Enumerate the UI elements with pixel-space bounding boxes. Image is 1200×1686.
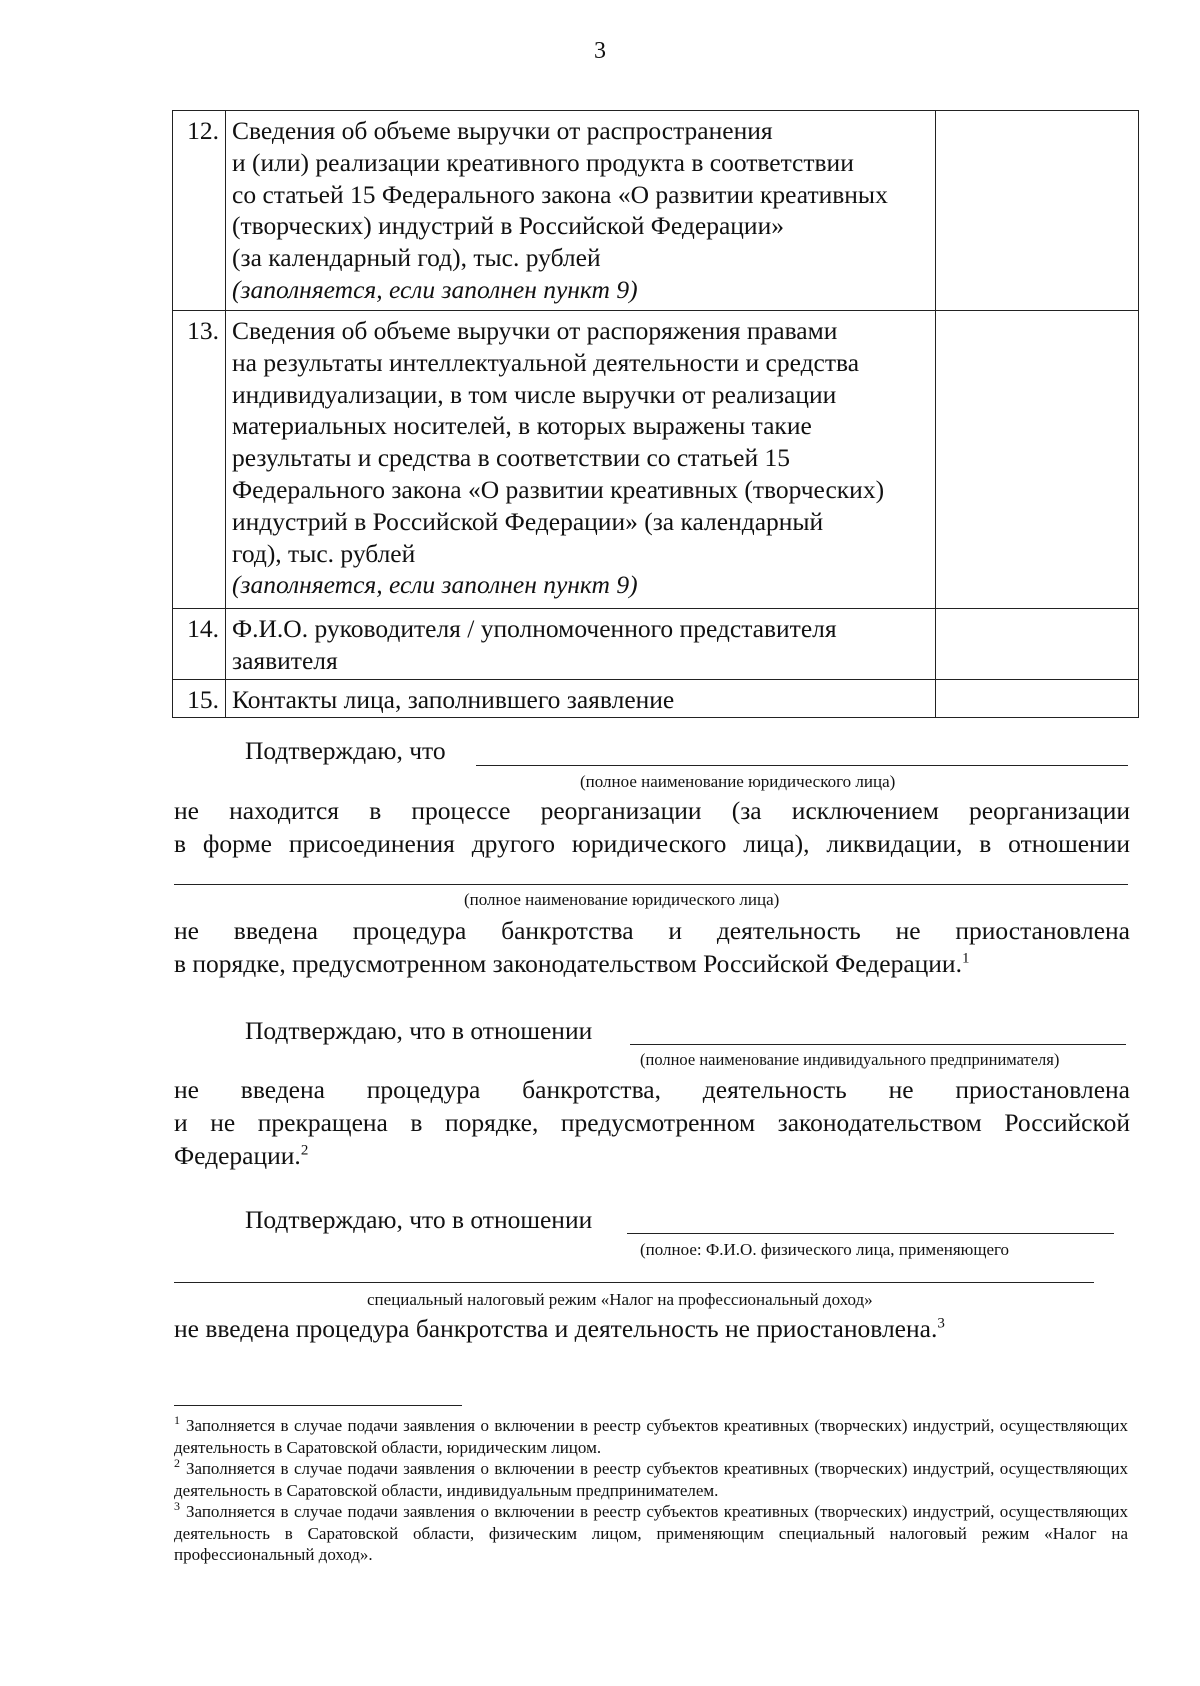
table-row xyxy=(173,111,1139,311)
entrepreneur-name-field[interactable] xyxy=(630,1044,1126,1045)
confirmation-3-lead: Подтверждаю, что в отношении xyxy=(245,1205,593,1234)
value-cell[interactable] xyxy=(936,111,1139,311)
footnote xyxy=(174,1458,1128,1501)
row-line: результаты и средства в соответствии со статьей 15 xyxy=(232,443,790,473)
individual-name-field[interactable] xyxy=(627,1233,1114,1234)
row-line: материальных носителей, в которых выражены такие xyxy=(232,411,812,441)
footnote xyxy=(174,1501,1128,1566)
confirmation-1-text xyxy=(174,948,1130,980)
legal-entity-name-field[interactable] xyxy=(174,884,1128,885)
row-line: год), тыс. рублей xyxy=(232,538,416,568)
application-table xyxy=(172,110,1139,718)
field-caption: (полное наименование юридического лица) xyxy=(464,890,780,909)
confirmation-1-lead: Подтверждаю, что xyxy=(245,736,446,765)
value-cell[interactable] xyxy=(936,679,1139,718)
confirmation-1-text: не введена процедура банкротства и деятельность не приостановлена xyxy=(174,916,1130,945)
row-line: (творческих) индустрий в Российской Федерации» xyxy=(232,211,784,241)
field-caption: (полное наименование индивидуального предпринимателя) xyxy=(640,1050,1060,1069)
row-note: (заполняется, если заполнен пункт 9) xyxy=(232,274,638,304)
row-note: (заполняется, если заполнен пункт 9) xyxy=(232,570,638,600)
row-line: индивидуализации, в том числе выручки от реализации xyxy=(232,379,837,409)
row-line: и (или) реализации креативного продукта в соответствии xyxy=(232,147,854,177)
row-line: со статьей 15 Федерального закона «О развитии креативных xyxy=(232,179,888,209)
footnote-ref: 3 xyxy=(937,1315,945,1332)
footnote-number: 1 xyxy=(174,1413,180,1428)
footnote-separator xyxy=(174,1405,462,1406)
value-cell[interactable] xyxy=(936,311,1139,609)
confirmation-2-lead: Подтверждаю, что в отношении xyxy=(245,1016,593,1045)
legal-entity-name-field[interactable] xyxy=(476,765,1128,766)
table-row xyxy=(173,609,1139,680)
confirmation-3-text xyxy=(174,1313,1130,1345)
row-line: Сведения об объеме выручки от распространения xyxy=(232,116,773,145)
footnote-number: 3 xyxy=(174,1499,180,1514)
row-number: 12. xyxy=(173,111,226,311)
row-number: 13. xyxy=(173,311,226,609)
table-row xyxy=(173,679,1139,718)
row-line: Контакты лица, заполнившего заявление xyxy=(232,684,675,714)
row-description xyxy=(226,609,936,680)
field-caption: специальный налоговый режим «Налог на профессиональный доход» xyxy=(367,1290,873,1309)
row-line: заявителя xyxy=(232,645,338,675)
footnote xyxy=(174,1415,1128,1458)
value-cell[interactable] xyxy=(936,609,1139,680)
row-description xyxy=(226,111,936,311)
row-description xyxy=(226,679,936,718)
row-line: Федерального закона «О развитии креативных (творческих) xyxy=(232,474,885,504)
confirmation-1-last-line: в порядке, предусмотренном законодательством Российской Федерации. xyxy=(174,949,962,978)
row-line: Сведения об объеме выручки от распоряжения правами xyxy=(232,316,838,345)
confirmation-2-text: не введена процедура банкротства, деятельность не приостановлена xyxy=(174,1075,1130,1104)
confirmation-2-text: и не прекращена в порядке, предусмотренном законодательством Российской xyxy=(174,1108,1130,1137)
footnote-number: 2 xyxy=(174,1456,180,1471)
table-row xyxy=(173,311,1139,609)
row-line: на результаты интеллектуальной деятельности и средства xyxy=(232,347,860,377)
row-line: (за календарный год), тыс. рублей xyxy=(232,243,601,273)
confirmation-1-text: в форме присоединения другого юридического лица), ликвидации, в отношении xyxy=(174,829,1130,858)
footnote-text: Заполняется в случае подачи заявления о включении в реестр субъектов креативных (творческих) индустрий, осуществляющих деятельность в Саратовской области, юридическим лицом. xyxy=(174,1416,1128,1457)
confirmation-2-last-line: Федерации. xyxy=(174,1141,301,1170)
row-number: 14. xyxy=(173,609,226,680)
page-number: 3 xyxy=(594,38,606,64)
field-caption: (полное наименование юридического лица) xyxy=(580,772,896,791)
field-caption: (полное: Ф.И.О. физического лица, применяющего xyxy=(640,1240,1010,1259)
individual-name-field[interactable] xyxy=(174,1282,1094,1283)
footnotes xyxy=(174,1415,1128,1566)
footnote-ref: 1 xyxy=(961,950,970,967)
row-line: индустрий в Российской Федерации» (за календарный xyxy=(232,506,824,536)
footnote-text: Заполняется в случае подачи заявления о включении в реестр субъектов креативных (творческих) индустрий, осуществляющих деятельность в Саратовской области, индивидуальным предпринимателем. xyxy=(174,1459,1128,1500)
row-number: 15. xyxy=(173,679,226,718)
confirmation-1-text: не находится в процессе реорганизации (за исключением реорганизации xyxy=(174,796,1130,825)
footnote-ref: 2 xyxy=(300,1142,309,1159)
confirmation-3-last-line: не введена процедура банкротства и деятельность не приостановлена. xyxy=(174,1314,938,1343)
row-line: Ф.И.О. руководителя / уполномоченного представителя xyxy=(232,614,837,643)
row-description xyxy=(226,311,936,609)
confirmation-2-text xyxy=(174,1140,1130,1172)
footnote-text: Заполняется в случае подачи заявления о включении в реестр субъектов креативных (творческих) индустрий, осуществляющих деятельность в Саратовской области, физическим лицом, применяющим специальный налоговый режим «Налог на профессиональный доход». xyxy=(174,1502,1128,1564)
